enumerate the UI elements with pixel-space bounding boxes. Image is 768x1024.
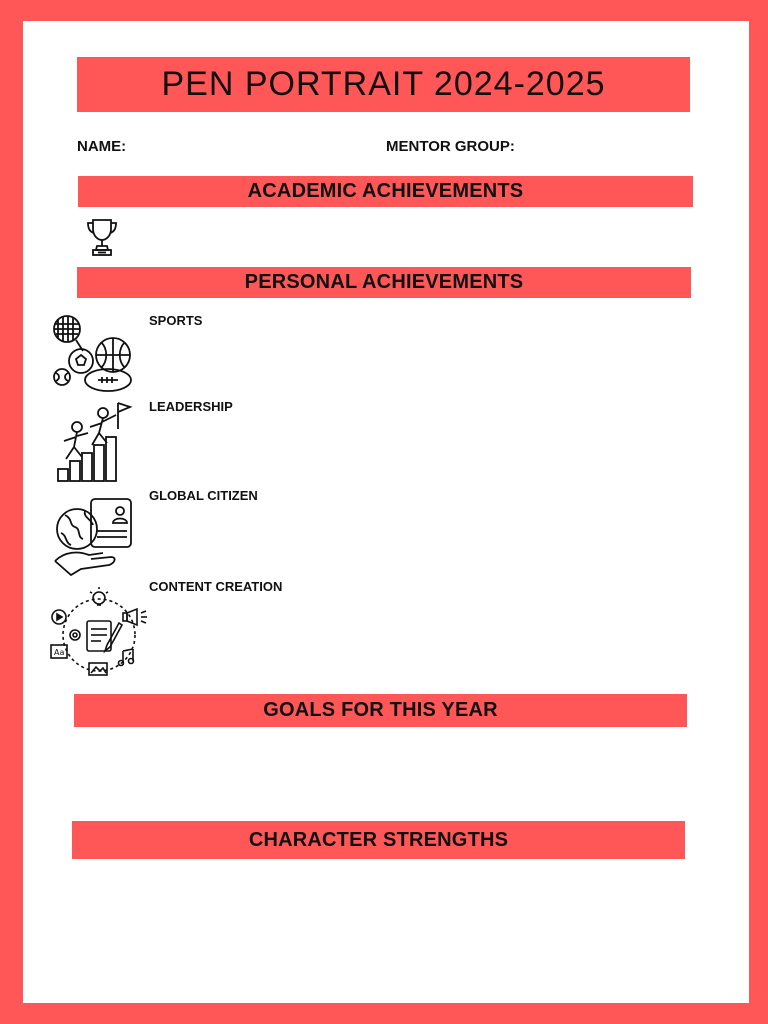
section-character-strengths: CHARACTER STRENGTHS (72, 821, 685, 859)
pen-portrait-sheet (23, 21, 749, 1003)
name-label: NAME: (77, 138, 127, 155)
item-label-leadership: LEADERSHIP (149, 399, 233, 414)
trophy-icon (85, 217, 119, 257)
sports-balls-icon (50, 313, 136, 393)
mentor-group-label: MENTOR GROUP: (386, 138, 515, 155)
item-label-sports: SPORTS (149, 313, 203, 328)
item-label-content-creation: CONTENT CREATION (149, 579, 283, 594)
page-title: PEN PORTRAIT 2024-2025 (77, 57, 690, 112)
section-personal-achievements: PERSONAL ACHIEVEMENTS (77, 267, 691, 298)
section-academic-achievements: ACADEMIC ACHIEVEMENTS (78, 176, 693, 207)
item-label-global-citizen: GLOBAL CITIZEN (149, 488, 258, 503)
svg-text:Aa: Aa (54, 648, 65, 657)
leadership-climb-icon (50, 399, 136, 485)
section-goals-for-this-year: GOALS FOR THIS YEAR (74, 694, 687, 727)
global-citizen-icon (51, 495, 135, 579)
content-creation-icon (49, 583, 159, 683)
